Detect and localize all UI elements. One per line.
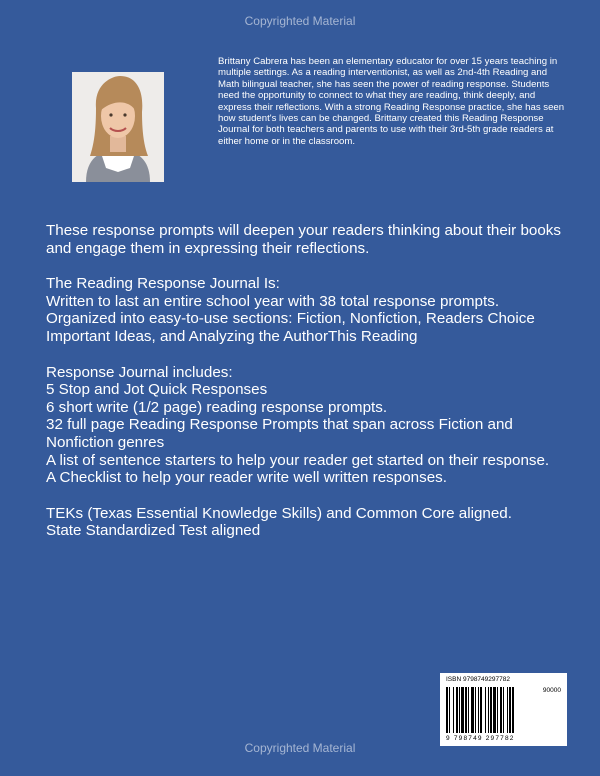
journal-is-item: Written to last an entire school year with 38 total response prompts. (46, 292, 500, 310)
watermark-bottom: Copyrighted Material (244, 741, 356, 755)
price-code: 90000 (542, 687, 561, 694)
journal-is-item: Organized into easy-to-use sections: Fiction, Nonfiction, Readers Choice Important Ideas, and Analyzing the AuthorThis Reading (46, 310, 535, 345)
alignment-line: TEKs (Texas Essential Knowledge Skills) and Common Core aligned. (46, 504, 512, 522)
barcode-number: 9 798749 297782 (446, 735, 515, 742)
includes-item: 6 short write (1/2 page) reading response prompts. (46, 398, 388, 416)
isbn-label: ISBN 9798749297782 (446, 676, 510, 683)
author-bio: Brittany Cabrera has been an elementary educator for over 15 years teaching in multiple settings. As a reading interventionist, as well as 2nd-4th Reading and Math bilingual teacher, she has seen the power of reading response. Students need the opportunity to connect to what they are reading, think deeply, and express their reflections. With a strong Reading Response practice, she has seen how student's lives can be changed. Brittany created this Reading Response Journal for both teachers and parents to use with their 3rd-5th grade readers at either home or in the classroom. (218, 56, 565, 147)
includes-heading: Response Journal includes: (46, 363, 233, 381)
book-description (46, 222, 566, 540)
alignment-line: State Standardized Test aligned (46, 522, 261, 540)
includes-item: A list of sentence starters to help your reader get started on their response. (46, 451, 550, 469)
barcode-box (440, 673, 567, 746)
includes-item: 5 Stop and Jot Quick Responses (46, 381, 268, 399)
journal-is-heading: The Reading Response Journal Is: (46, 275, 280, 293)
author-portrait-image (72, 72, 164, 182)
intro-paragraph: These response prompts will deepen your readers thinking about their books and engage them in expressing their reflections. (46, 222, 561, 257)
barcode-bars (446, 687, 536, 733)
includes-item: 32 full page Reading Response Prompts that span across Fiction and Nonfiction genres (46, 416, 513, 451)
includes-item: A Checklist to help your reader write well written responses. (46, 469, 447, 487)
author-photo (72, 72, 164, 182)
watermark-top: Copyrighted Material (244, 14, 356, 28)
